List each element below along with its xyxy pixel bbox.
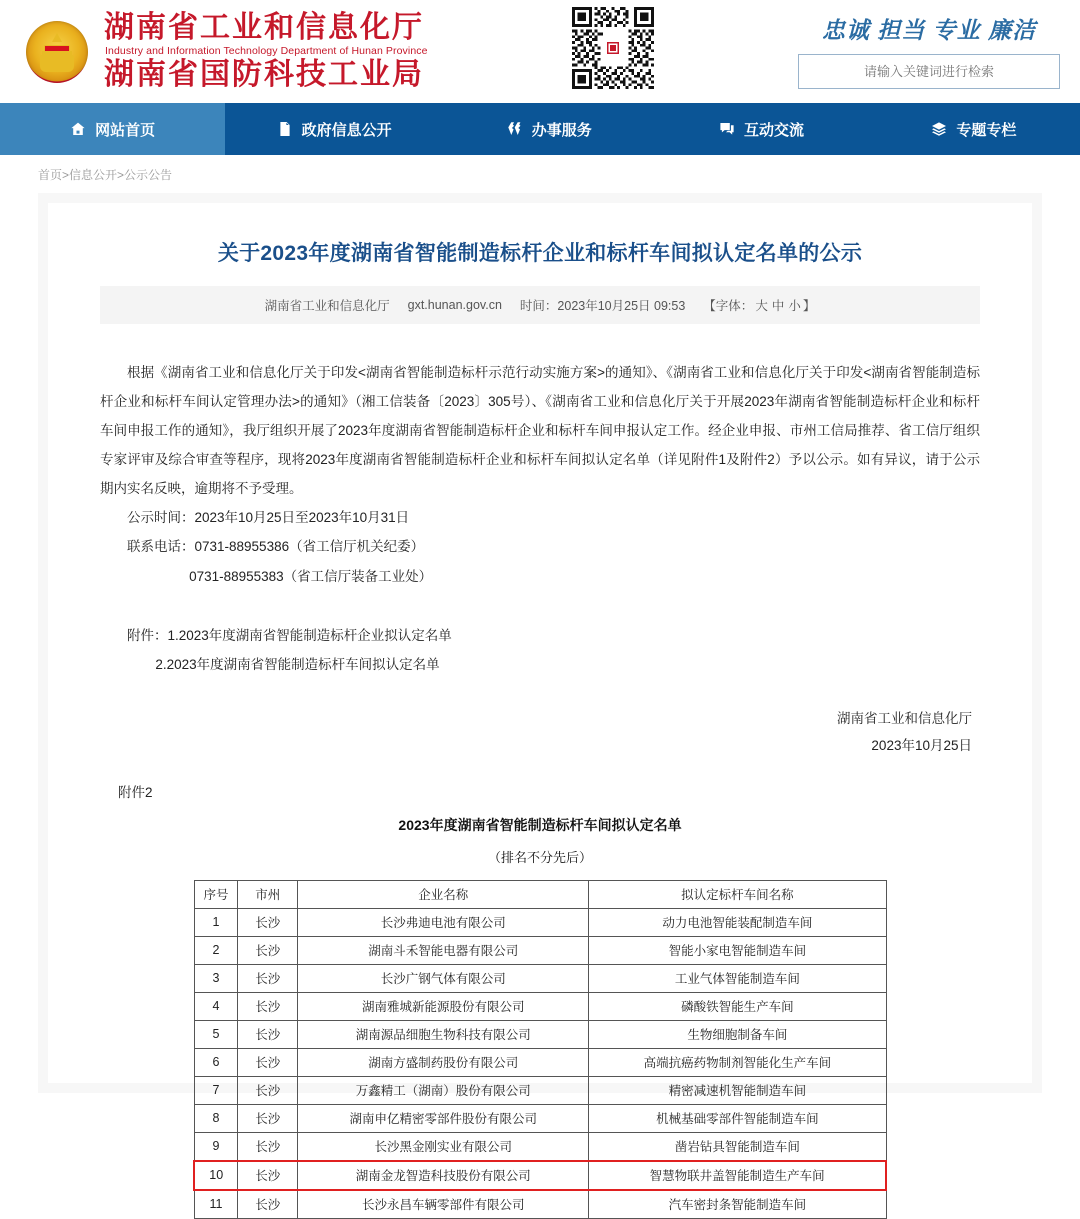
nav-item-services[interactable] xyxy=(443,103,655,155)
row-city: 长沙 xyxy=(238,1076,298,1104)
table-row xyxy=(194,936,886,964)
nav-label-topics: 专题专栏 xyxy=(956,121,1017,139)
nav-item-home[interactable] xyxy=(0,103,225,155)
main-navigation xyxy=(0,103,1080,155)
search-box[interactable] xyxy=(798,54,1060,89)
row-workshop: 动力电池智能装配制造车间 xyxy=(589,908,886,936)
table-subtitle: （排名不分先后） xyxy=(487,849,592,865)
brand-text xyxy=(104,10,428,92)
row-workshop: 高端抗癌药物制剂智能化生产车间 xyxy=(589,1048,886,1076)
article-meta-bar xyxy=(100,286,980,324)
font-size-label: 【字体： xyxy=(703,299,754,314)
row-index: 10 xyxy=(194,1161,238,1190)
article-paragraph: 根据《湖南省工业和信息化厅关于印发<湖南省智能制造标杆示范行动实施方案>的通知》、《湖南省工业和信息化厅关于印发<湖南省智能制造标杆企业和标杆车间认定管理办法>的通知》（湘工信装备〔2023〕305号）、《湖南省工业和信息化厅关于开展2023年湖南省智能制造标杆企业和标杆车间申报工作的通知》，我厅组织开展了2023年度湖南省智能制造标杆企业和标杆车间申报认定工作。经企业申报、市州工信局推荐、省工信厅组织专家评审及综合审查等程序，现将2023年度湖南省智能制造标杆企业和标杆车间拟认定名单（详见附件1及附件2）予以公示。如有异议，请于公示期内实名反映，逾期将不予受理。 xyxy=(100,365,980,497)
row-city: 长沙 xyxy=(238,992,298,1020)
nav-label-interaction: 互动交流 xyxy=(744,121,805,139)
row-company: 湖南申亿精密零部件股份有限公司 xyxy=(298,1104,589,1132)
row-city: 长沙 xyxy=(238,908,298,936)
row-city: 长沙 xyxy=(238,1161,298,1190)
table-row xyxy=(194,1104,886,1132)
row-index: 8 xyxy=(194,1104,238,1132)
row-workshop: 智能小家电智能制造车间 xyxy=(589,936,886,964)
row-index: 9 xyxy=(194,1132,238,1161)
service-icon xyxy=(507,121,523,137)
attachment-line-2: 2.2023年度湖南省智能制造标杆车间拟认定名单 xyxy=(155,656,440,672)
meta-source: 湖南省工业和信息化厅 xyxy=(264,299,390,314)
font-size-large[interactable]: 大 xyxy=(755,299,768,314)
table-row xyxy=(194,1161,886,1190)
nav-label-home: 网站首页 xyxy=(95,121,156,139)
meta-time xyxy=(520,296,685,314)
table-header-company: 企业名称 xyxy=(298,880,589,908)
table-body xyxy=(194,908,886,1218)
row-city: 长沙 xyxy=(238,1048,298,1076)
row-workshop: 智慧物联井盖智能制造生产车间 xyxy=(589,1161,886,1190)
slogan-text: 忠诚 担当 专业 廉洁 xyxy=(821,17,1037,43)
row-index: 6 xyxy=(194,1048,238,1076)
meta-time-label: 时间： xyxy=(519,299,558,314)
row-workshop: 生物细胞制备车间 xyxy=(589,1020,886,1048)
contact-line-2: 0731-88955383（省工信厅装备工业处） xyxy=(189,568,433,584)
nav-label-services: 办事服务 xyxy=(531,121,592,139)
row-company: 湖南方盛制药股份有限公司 xyxy=(298,1048,589,1076)
row-index: 4 xyxy=(194,992,238,1020)
row-company: 长沙黑金刚实业有限公司 xyxy=(298,1132,589,1161)
row-index: 11 xyxy=(194,1190,238,1219)
signature-org: 湖南省工业和信息化厅 xyxy=(837,710,972,726)
table-row xyxy=(194,1132,886,1161)
signature-date: 2023年10月25日 xyxy=(871,737,972,753)
emblem-gate-shape xyxy=(44,45,70,61)
page-shell xyxy=(38,193,1042,1213)
row-workshop: 磷酸铁智能生产车间 xyxy=(589,992,886,1020)
row-company: 万鑫精工（湖南）股份有限公司 xyxy=(298,1076,589,1104)
row-index: 3 xyxy=(194,964,238,992)
table-row xyxy=(194,1076,886,1104)
breadcrumb xyxy=(0,155,1080,193)
attachment-line-1 xyxy=(100,621,980,650)
row-city: 长沙 xyxy=(238,936,298,964)
attachment-1-text: 1.2023年度湖南省智能制造标杆企业拟认定名单 xyxy=(167,627,452,643)
nav-item-government-info[interactable] xyxy=(225,103,443,155)
row-company: 湖南斗禾智能电器有限公司 xyxy=(298,936,589,964)
table-header-row xyxy=(194,880,886,908)
table-header-city: 市州 xyxy=(238,880,298,908)
meta-time-value: 2023年10月25日 09:53 xyxy=(557,299,686,314)
row-company: 长沙弗迪电池有限公司 xyxy=(298,908,589,936)
nav-label-government-info: 政府信息公开 xyxy=(301,121,392,139)
table-header-workshop: 拟认定标杆车间名称 xyxy=(589,880,886,908)
attachment-marker: 附件2 xyxy=(118,784,153,800)
row-city: 长沙 xyxy=(238,1132,298,1161)
notice-period-line: 公示时间：2023年10月25日至2023年10月31日 xyxy=(127,510,410,526)
row-company: 湖南雅城新能源股份有限公司 xyxy=(298,992,589,1020)
nav-item-topics[interactable] xyxy=(868,103,1080,155)
font-size-controls xyxy=(703,296,815,314)
org-name-line1: 湖南省工业和信息化厅 xyxy=(104,10,424,44)
table-row xyxy=(194,1048,886,1076)
breadcrumb-text[interactable]: 首页>信息公开>公示公告 xyxy=(38,167,173,182)
home-icon xyxy=(70,121,86,137)
table-header-index: 序号 xyxy=(194,880,238,908)
site-header xyxy=(0,0,1080,103)
row-workshop: 工业气体智能制造车间 xyxy=(589,964,886,992)
qr-code-icon xyxy=(572,7,654,89)
row-city: 长沙 xyxy=(238,1104,298,1132)
font-size-close: 】 xyxy=(802,299,816,314)
font-size-medium[interactable]: 中 xyxy=(771,299,785,314)
article-card xyxy=(48,203,1032,1213)
table-title: 2023年度湖南省智能制造标杆车间拟认定名单 xyxy=(398,816,682,833)
document-icon xyxy=(277,121,293,137)
row-company: 湖南金龙智造科技股份有限公司 xyxy=(298,1161,589,1190)
row-index: 7 xyxy=(194,1076,238,1104)
row-index: 2 xyxy=(194,936,238,964)
row-city: 长沙 xyxy=(238,1190,298,1219)
row-city: 长沙 xyxy=(238,1020,298,1048)
national-emblem-icon xyxy=(26,21,88,83)
row-workshop: 机械基础零部件智能制造车间 xyxy=(589,1104,886,1132)
attachments-label: 附件： xyxy=(127,627,168,643)
site-logo[interactable] xyxy=(26,10,428,92)
meta-site-url: gxt.hunan.gov.cn xyxy=(407,298,502,313)
benchmark-workshop-table xyxy=(193,880,887,1219)
row-workshop: 精密减速机智能制造车间 xyxy=(589,1076,886,1104)
search-input[interactable] xyxy=(799,54,1059,89)
chat-icon xyxy=(719,121,735,137)
header-right-block xyxy=(798,12,1060,89)
org-name-line2: 湖南省国防科技工业局 xyxy=(104,58,424,92)
row-index: 5 xyxy=(194,1020,238,1048)
table-row xyxy=(194,1190,886,1219)
article-body xyxy=(100,358,980,678)
layers-icon xyxy=(931,121,947,137)
signature-block xyxy=(100,705,980,759)
org-name-english: Industry and Information Technology Department of Hunan Province xyxy=(105,44,428,57)
page-title: 关于2023年度湖南省智能制造标杆企业和标杆车间拟认定名单的公示 xyxy=(217,242,863,265)
contact-line-1: 联系电话：0731-88955386（省工信厅机关纪委） xyxy=(127,539,425,555)
table-row xyxy=(194,992,886,1020)
row-company: 湖南源品细胞生物科技有限公司 xyxy=(298,1020,589,1048)
row-index: 1 xyxy=(194,908,238,936)
font-size-small[interactable]: 小 xyxy=(788,299,801,314)
table-row xyxy=(194,964,886,992)
row-city: 长沙 xyxy=(238,964,298,992)
table-row xyxy=(194,1020,886,1048)
row-workshop: 凿岩钻具智能制造车间 xyxy=(589,1132,886,1161)
row-company: 长沙永昌车辆零部件有限公司 xyxy=(298,1190,589,1219)
spacer xyxy=(100,591,980,621)
row-company: 长沙广钢气体有限公司 xyxy=(298,964,589,992)
table-row xyxy=(194,908,886,936)
row-workshop: 汽车密封条智能制造车间 xyxy=(589,1190,886,1219)
nav-item-interaction[interactable] xyxy=(655,103,867,155)
list-table-wrapper xyxy=(193,880,887,1219)
